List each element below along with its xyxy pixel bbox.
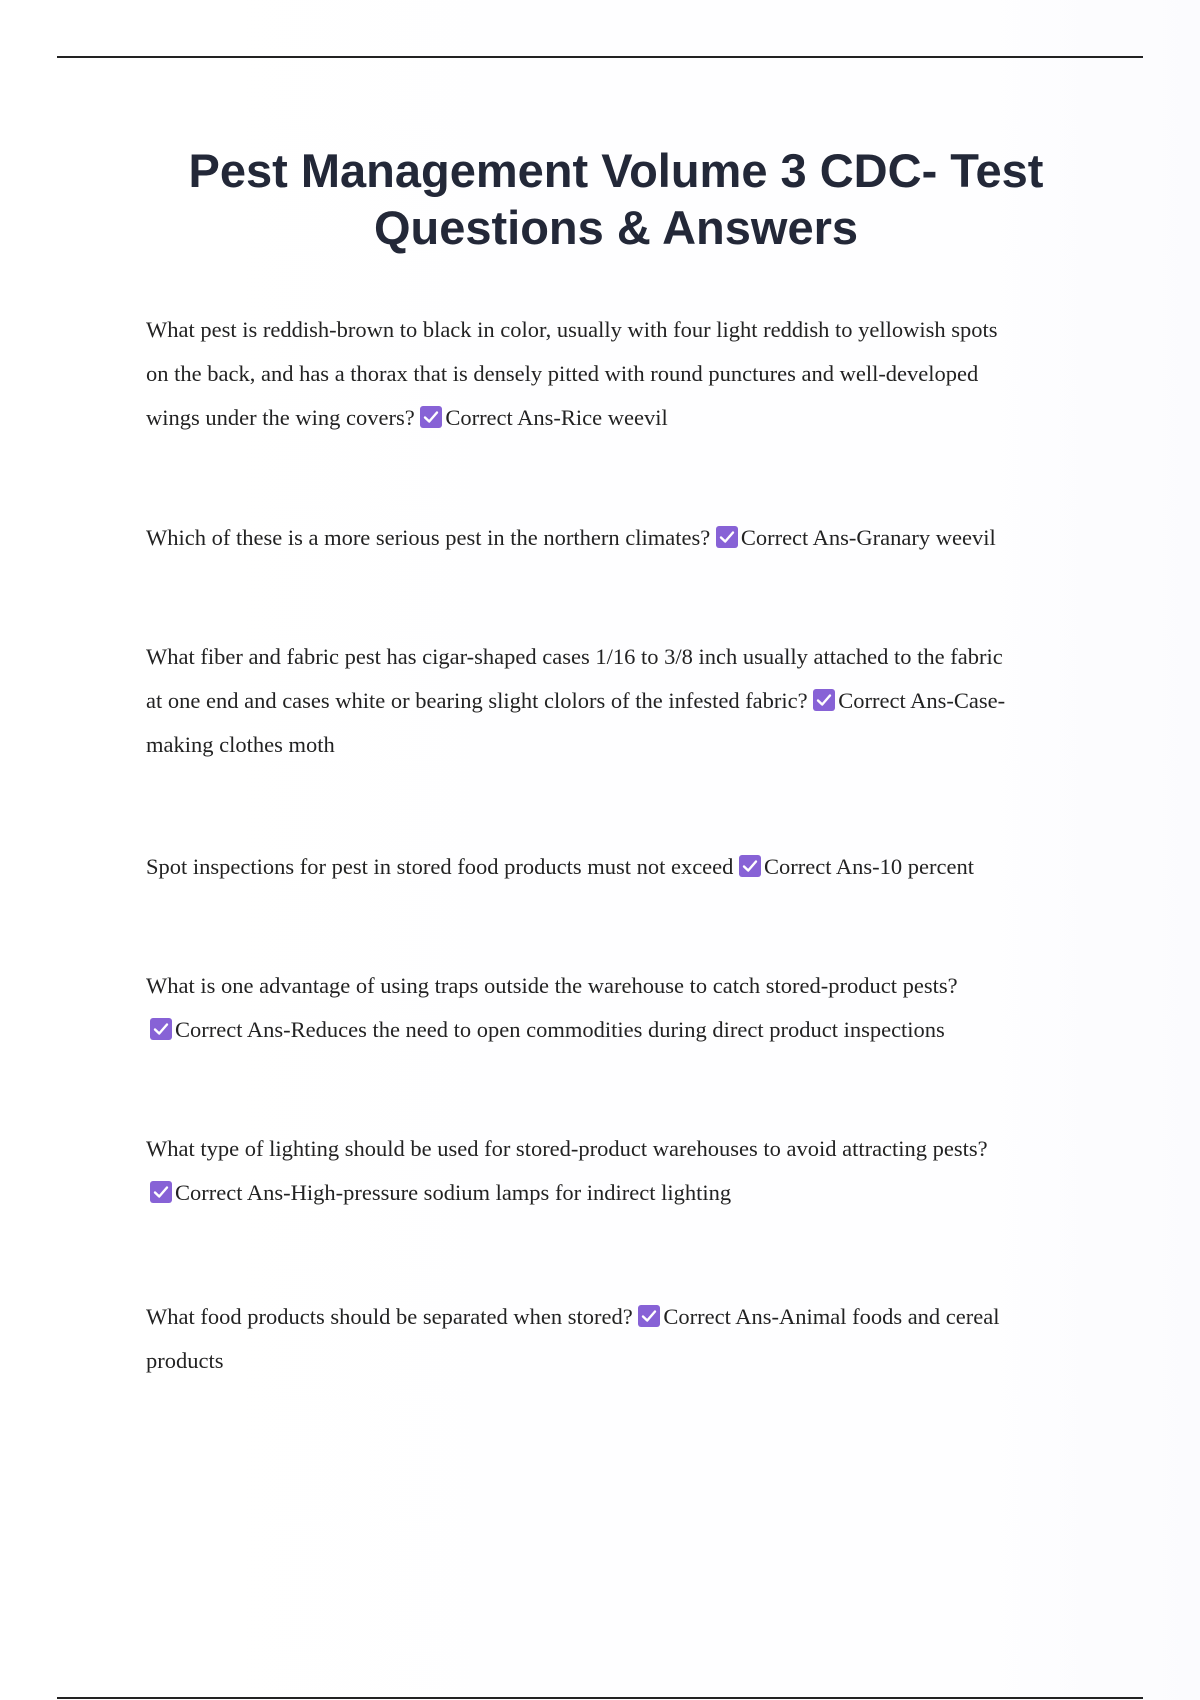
question-line: What food products should be separated when stored? [146,1304,639,1329]
checkbox-checked-icon [420,406,442,428]
answer-text: Correct Ans-Animal foods and cereal [663,1304,1000,1329]
top-rule [57,56,1143,58]
qa-item-3 [146,635,1088,767]
question-line: What type of lighting should be used for stored-product warehouses to avoid attracting pests? [146,1136,988,1161]
answer-text: Correct Ans-Case- [838,688,1006,713]
question-line: at one end and cases white or bearing slight clolors of the infested fabric? [146,688,814,713]
qa-item-2 [146,516,1088,560]
checkbox-checked-icon [739,855,761,877]
qa-item-4 [146,845,1088,889]
answer-text: Correct Ans-Rice weevil [445,405,668,430]
answer-text: Correct Ans-10 percent [764,854,974,879]
answer-text: Correct Ans-High-pressure sodium lamps for indirect lighting [175,1180,732,1205]
question-line: What is one advantage of using traps outside the warehouse to catch stored-product pests? [146,973,958,998]
checkbox-checked-icon [716,526,738,548]
title-line-2: Questions & Answers [373,201,859,254]
qa-item-1 [146,308,1088,440]
qa-item-5 [146,964,1088,1052]
answer-text: Correct Ans-Granary weevil [740,525,996,550]
bottom-rule [57,1697,1143,1699]
question-line: What fiber and fabric pest has cigar-shaped cases 1/16 to 3/8 inch usually attached to the fabric [146,644,1003,669]
question-line: wings under the wing covers? [146,405,421,430]
qa-item-6 [146,1127,1088,1215]
checkbox-checked-icon [813,689,835,711]
checkbox-checked-icon [638,1305,660,1327]
answer-text: Correct Ans-Reduces the need to open commodities during direct product inspections [175,1017,945,1042]
question-line: on the back, and has a thorax that is densely pitted with round punctures and well-developed [146,361,979,386]
question-line: Which of these is a more serious pest in the northern climates? [146,525,716,550]
question-line: What pest is reddish-brown to black in color, usually with four light reddish to yellowish spots [146,317,998,342]
qa-item-7 [146,1295,1088,1383]
title-line-1: Pest Management Volume 3 CDC- Test [188,144,1044,197]
answer-continuation: making clothes moth [146,732,335,757]
checkbox-checked-icon [150,1018,172,1040]
question-line: Spot inspections for pest in stored food products must not exceed [146,854,740,879]
checkbox-checked-icon [150,1181,172,1203]
document-title [120,142,1112,256]
answer-continuation: products [146,1348,224,1373]
